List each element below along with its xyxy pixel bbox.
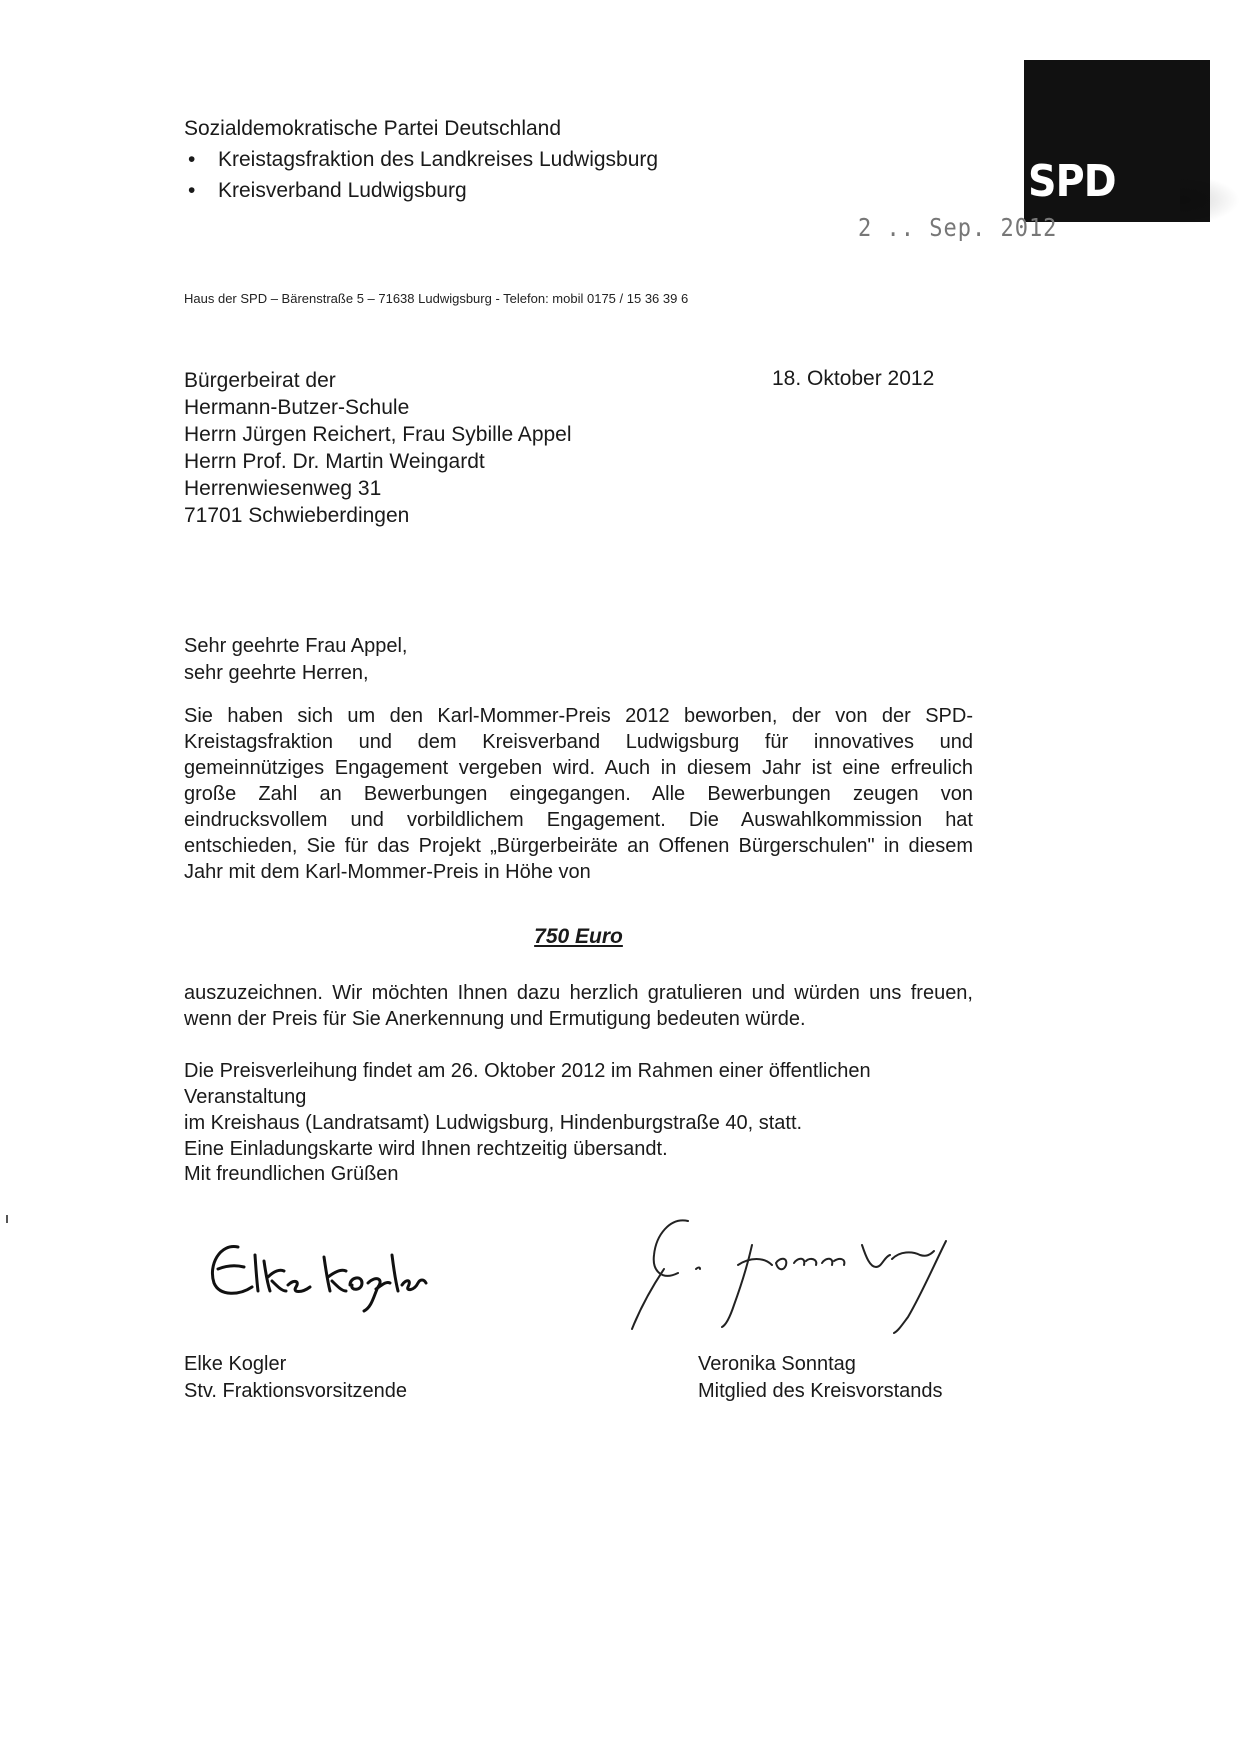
- body-paragraph-1: Sie haben sich um den Karl-Mommer-Preis 2012 beworben, der von der SPD-Kreistagsfraktion und dem Kreisverband Ludwigsburg für innovatives und gemeinnütziges Engagement vergeben wird. Auch in diesem Jahr ist eine erfreulich große Zahl an Bewerbungen eingegangen. Alle Bewerbungen zeugen von eindrucksvollem und vorbildlichem Engagement. Die Auswahlkommission hat entschieden, Sie für das Projekt „Bürgerbeiräte an Offenen Bürgerschulen" in diesem Jahr mit dem Karl-Mommer-Preis in Höhe von: [184, 705, 973, 883]
- signer-veronika-sonntag: [698, 1351, 943, 1405]
- salutation-line: sehr geehrte Herren,: [184, 662, 369, 684]
- recipient-line: 71701 Schwieberdingen: [184, 504, 410, 527]
- prize-amount: 750 Euro: [534, 925, 623, 948]
- letterhead: [184, 113, 658, 206]
- party-name: Sozialdemokratische Partei Deutschland: [184, 117, 562, 140]
- letterhead-bullet-text: Kreistagsfraktion des Landkreises Ludwigsburg: [218, 148, 659, 171]
- signer-elke-kogler: [184, 1351, 407, 1405]
- signature-elke-kogler: [200, 1225, 430, 1315]
- body-paragraph-2: auszuzeichnen. Wir möchten Ihnen dazu herzlich gratulieren und würden uns freuen, wenn der Preis für Sie Anerkennung und Ermutigung bedeuten würde.: [184, 982, 973, 1030]
- salutation-line: Sehr geehrte Frau Appel,: [184, 635, 408, 657]
- closing: Mit freundlichen Grüßen: [184, 1163, 399, 1185]
- letterhead-bullet: • Kreisverband Ludwigsburg: [184, 175, 658, 206]
- margin-mark: [6, 1215, 8, 1223]
- signature-veronika-sonntag: [630, 1205, 1030, 1335]
- received-stamp: 2 .. Sep. 2012: [858, 214, 1058, 243]
- recipient-address: [184, 367, 572, 529]
- letterhead-bullet-text: Kreisverband Ludwigsburg: [218, 179, 467, 202]
- signer-name: Veronika Sonntag: [698, 1353, 856, 1375]
- recipient-line: Herrn Jürgen Reichert, Frau Sybille Appel: [184, 423, 572, 446]
- recipient-line: Hermann-Butzer-Schule: [184, 396, 410, 419]
- body-line: im Kreishaus (Landratsamt) Ludwigsburg, Hindenburgstraße 40, statt.: [184, 1112, 803, 1134]
- recipient-line: Herrenwiesenweg 31: [184, 477, 382, 500]
- salutation: [184, 633, 407, 687]
- letter-date: 18. Oktober 2012: [772, 367, 935, 390]
- recipient-line: Bürgerbeirat der: [184, 369, 336, 392]
- signer-role: Mitglied des Kreisvorstands: [698, 1380, 943, 1402]
- recipient-line: Herrn Prof. Dr. Martin Weingardt: [184, 450, 485, 473]
- logo-text: SPD: [1028, 156, 1116, 207]
- letterhead-bullet: • Kreistagsfraktion des Landkreises Ludwigsburg: [184, 144, 658, 175]
- body-paragraph-3: [184, 1058, 973, 1162]
- body-line: Eine Einladungskarte wird Ihnen rechtzeitig übersandt.: [184, 1138, 668, 1160]
- signer-name: Elke Kogler: [184, 1353, 287, 1375]
- sender-address-line: Haus der SPD – Bärenstraße 5 – 71638 Ludwigsburg - Telefon: mobil 0175 / 15 36 39 6: [184, 291, 689, 306]
- signer-role: Stv. Fraktionsvorsitzende: [184, 1380, 408, 1402]
- body-line: Die Preisverleihung findet am 26. Oktober 2012 im Rahmen einer öffentlichen Veranstaltung: [184, 1060, 871, 1108]
- logo-shadow: [1180, 175, 1240, 225]
